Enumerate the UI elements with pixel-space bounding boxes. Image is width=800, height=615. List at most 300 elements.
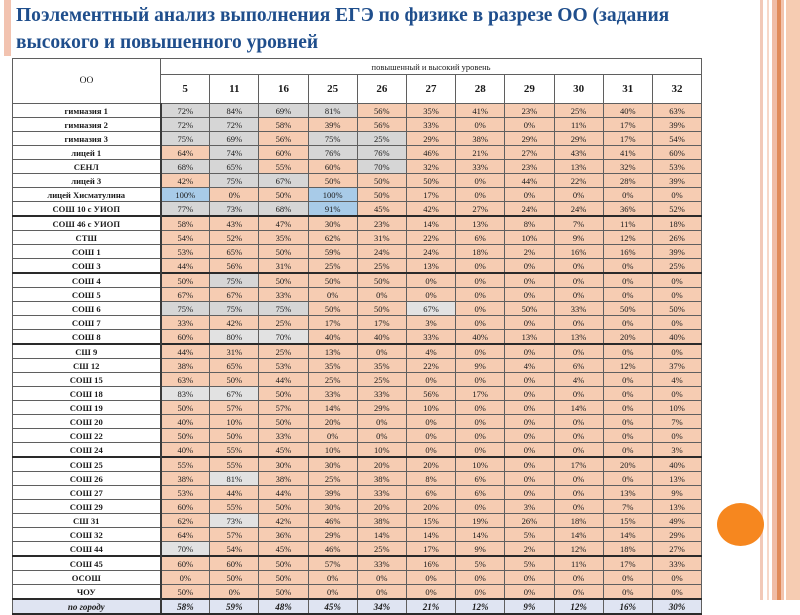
- cell-value: 0%: [554, 188, 603, 202]
- cell-value: 0%: [406, 571, 455, 585]
- cell-value: 0%: [603, 373, 652, 387]
- cell-value: 32%: [406, 160, 455, 174]
- cell-value: 0%: [652, 273, 701, 288]
- cell-value: 0%: [456, 174, 505, 188]
- cell-value: 3%: [505, 500, 554, 514]
- cell-value: 11%: [554, 556, 603, 571]
- cell-value: 4%: [652, 373, 701, 387]
- cell-value: 39%: [308, 486, 357, 500]
- cell-value: 60%: [210, 556, 259, 571]
- cell-value: 0%: [603, 344, 652, 359]
- cell-value: 30%: [308, 500, 357, 514]
- cell-value: 65%: [210, 160, 259, 174]
- cell-value: 16%: [603, 245, 652, 259]
- cell-value: 14%: [456, 528, 505, 542]
- cell-value: 6%: [554, 359, 603, 373]
- cell-value: 50%: [308, 302, 357, 316]
- table-row: [13, 373, 702, 387]
- cell-value: 20%: [357, 500, 406, 514]
- row-label-school: лицей 3: [13, 174, 161, 188]
- cell-value: 57%: [308, 556, 357, 571]
- cell-value: 13%: [406, 259, 455, 274]
- cell-value: 64%: [161, 528, 210, 542]
- cell-value: 27%: [505, 146, 554, 160]
- cell-value: 33%: [406, 330, 455, 345]
- cell-value: 10%: [652, 401, 701, 415]
- table-row: [13, 202, 702, 217]
- cell-value: 0%: [357, 429, 406, 443]
- cell-value: 9%: [456, 359, 505, 373]
- cell-value: 62%: [308, 231, 357, 245]
- cell-value: 9%: [652, 486, 701, 500]
- cell-value: 69%: [210, 132, 259, 146]
- cell-value: 33%: [357, 556, 406, 571]
- table-row: [13, 486, 702, 500]
- cell-value: 4%: [554, 373, 603, 387]
- table-row: [13, 273, 702, 288]
- cell-value: 0%: [308, 571, 357, 585]
- cell-value: 72%: [210, 118, 259, 132]
- cell-value: 25%: [259, 344, 308, 359]
- cell-value: 53%: [161, 245, 210, 259]
- cell-value: 42%: [406, 202, 455, 217]
- cell-value: 0%: [554, 387, 603, 401]
- cell-value: 13%: [554, 330, 603, 345]
- cell-value: 0%: [554, 273, 603, 288]
- cell-value: 42%: [259, 514, 308, 528]
- table-row: [13, 216, 702, 231]
- cell-value: 7%: [603, 500, 652, 514]
- row-label-school: СОШ 45: [13, 556, 161, 571]
- cell-value: 73%: [210, 202, 259, 217]
- cell-value: 0%: [456, 188, 505, 202]
- cell-value: 0%: [456, 571, 505, 585]
- cell-value: 33%: [161, 316, 210, 330]
- cell-value: 54%: [652, 132, 701, 146]
- cell-value: 50%: [652, 302, 701, 316]
- cell-value: 25%: [259, 316, 308, 330]
- cell-value: 19%: [456, 514, 505, 528]
- cell-value: 6%: [456, 231, 505, 245]
- cell-value: 10%: [406, 401, 455, 415]
- cell-value: 60%: [161, 556, 210, 571]
- cell-value: 58%: [161, 216, 210, 231]
- cell-value: 63%: [161, 373, 210, 387]
- cell-value: 14%: [406, 528, 455, 542]
- cell-value: 2%: [505, 245, 554, 259]
- cell-value: 35%: [406, 104, 455, 118]
- cell-value: 2%: [505, 542, 554, 557]
- cell-value: 68%: [161, 160, 210, 174]
- row-label-school: СОШ 4: [13, 273, 161, 288]
- cell-value: 50%: [308, 273, 357, 288]
- cell-value: 67%: [259, 174, 308, 188]
- table-row: [13, 146, 702, 160]
- column-header-task-26: 26: [357, 75, 406, 104]
- cell-value: 77%: [161, 202, 210, 217]
- row-label-school: лицей 1: [13, 146, 161, 160]
- cell-value: 0%: [456, 500, 505, 514]
- cell-value: 0%: [505, 457, 554, 472]
- cell-value: 60%: [161, 330, 210, 345]
- cell-value: 50%: [259, 273, 308, 288]
- cell-value: 31%: [210, 344, 259, 359]
- cell-value: 0%: [554, 344, 603, 359]
- page-title: Поэлементный анализ выполнения ЕГЭ по физике в разрезе ОО (задания высокого и повышенного уровней: [16, 5, 670, 53]
- cell-value: 54%: [210, 542, 259, 557]
- cell-value: 13%: [603, 486, 652, 500]
- table-row: [13, 160, 702, 174]
- cell-value: 0%: [505, 188, 554, 202]
- cell-value: 30%: [308, 457, 357, 472]
- cell-value: 12%: [603, 231, 652, 245]
- column-header-task-32: 32: [652, 75, 701, 104]
- cell-value: 42%: [161, 174, 210, 188]
- cell-value: 0%: [505, 316, 554, 330]
- cell-value: 22%: [406, 231, 455, 245]
- cell-value: 18%: [456, 245, 505, 259]
- cell-value: 50%: [357, 302, 406, 316]
- column-header-task-28: 28: [456, 75, 505, 104]
- cell-value: 0%: [554, 316, 603, 330]
- cell-value: 31%: [259, 259, 308, 274]
- decorative-right-stripe-band: [754, 0, 800, 600]
- row-label-school: гимназия 3: [13, 132, 161, 146]
- table-row: [13, 571, 702, 585]
- column-header-task-16: 16: [259, 75, 308, 104]
- cell-value: 0%: [406, 443, 455, 458]
- cell-value: 24%: [406, 245, 455, 259]
- table-row: [13, 585, 702, 600]
- row-label-school: СОШ 26: [13, 472, 161, 486]
- table-row: [13, 528, 702, 542]
- cell-value: 0%: [456, 585, 505, 600]
- cell-value: 42%: [210, 316, 259, 330]
- cell-value: 67%: [210, 387, 259, 401]
- cell-value: 68%: [259, 202, 308, 217]
- cell-value: 0%: [308, 429, 357, 443]
- cell-value: 14%: [554, 528, 603, 542]
- cell-value: 50%: [161, 429, 210, 443]
- column-header-task-5: 5: [161, 75, 210, 104]
- cell-value: 31%: [357, 231, 406, 245]
- cell-value: 6%: [456, 486, 505, 500]
- cell-value: 39%: [308, 118, 357, 132]
- cell-value: 35%: [259, 231, 308, 245]
- cell-value: 43%: [554, 146, 603, 160]
- row-label-school: СТШ: [13, 231, 161, 245]
- cell-value: 10%: [308, 443, 357, 458]
- cell-value: 18%: [603, 542, 652, 557]
- cell-value: 5%: [505, 528, 554, 542]
- cell-value: 50%: [603, 302, 652, 316]
- cell-value: 53%: [259, 359, 308, 373]
- total-cell-value: 21%: [406, 599, 455, 614]
- cell-value: 56%: [406, 387, 455, 401]
- cell-value: 7%: [554, 216, 603, 231]
- cell-value: 50%: [161, 401, 210, 415]
- row-label-school: ОСОШ: [13, 571, 161, 585]
- table-row: [13, 188, 702, 202]
- cell-value: 33%: [357, 486, 406, 500]
- cell-value: 67%: [406, 302, 455, 316]
- cell-value: 50%: [406, 174, 455, 188]
- cell-value: 0%: [210, 188, 259, 202]
- table-row: [13, 457, 702, 472]
- left-accent-bar: [4, 0, 11, 56]
- cell-value: 50%: [210, 373, 259, 387]
- cell-value: 56%: [357, 118, 406, 132]
- cell-value: 29%: [357, 401, 406, 415]
- cell-value: 0%: [505, 344, 554, 359]
- cell-value: 56%: [210, 259, 259, 274]
- cell-value: 0%: [505, 472, 554, 486]
- cell-value: 39%: [652, 174, 701, 188]
- cell-value: 20%: [357, 457, 406, 472]
- table-row: [13, 542, 702, 557]
- cell-value: 75%: [308, 132, 357, 146]
- cell-value: 0%: [308, 288, 357, 302]
- cell-value: 0%: [652, 585, 701, 600]
- cell-value: 15%: [603, 514, 652, 528]
- cell-value: 81%: [308, 104, 357, 118]
- cell-value: 8%: [505, 216, 554, 231]
- cell-value: 0%: [210, 585, 259, 600]
- cell-value: 12%: [603, 359, 652, 373]
- cell-value: 0%: [357, 571, 406, 585]
- cell-value: 0%: [505, 443, 554, 458]
- cell-value: 50%: [210, 429, 259, 443]
- cell-value: 22%: [554, 174, 603, 188]
- cell-value: 69%: [259, 104, 308, 118]
- cell-value: 55%: [210, 443, 259, 458]
- cell-value: 0%: [603, 401, 652, 415]
- row-label-school: СОШ 1: [13, 245, 161, 259]
- cell-value: 33%: [554, 302, 603, 316]
- cell-value: 0%: [505, 415, 554, 429]
- cell-value: 20%: [406, 500, 455, 514]
- cell-value: 40%: [456, 330, 505, 345]
- cell-value: 25%: [357, 132, 406, 146]
- table-row: [13, 387, 702, 401]
- table-body: [13, 104, 702, 615]
- cell-value: 50%: [505, 302, 554, 316]
- cell-value: 50%: [161, 273, 210, 288]
- cell-value: 6%: [406, 486, 455, 500]
- cell-value: 28%: [603, 174, 652, 188]
- cell-value: 0%: [456, 401, 505, 415]
- row-label-school: СОШ 32: [13, 528, 161, 542]
- column-header-oo: ОО: [13, 59, 161, 104]
- cell-value: 33%: [259, 429, 308, 443]
- row-label-school: СОШ 3: [13, 259, 161, 274]
- cell-value: 52%: [652, 202, 701, 217]
- column-header-task-25: 25: [308, 75, 357, 104]
- table-row: [13, 118, 702, 132]
- cell-value: 9%: [554, 231, 603, 245]
- cell-value: 25%: [308, 373, 357, 387]
- cell-value: 40%: [161, 415, 210, 429]
- cell-value: 0%: [505, 288, 554, 302]
- cell-value: 7%: [652, 415, 701, 429]
- cell-value: 50%: [259, 571, 308, 585]
- cell-value: 50%: [259, 585, 308, 600]
- cell-value: 100%: [308, 188, 357, 202]
- table-row: [13, 316, 702, 330]
- cell-value: 17%: [603, 118, 652, 132]
- cell-value: 60%: [259, 146, 308, 160]
- cell-value: 70%: [161, 542, 210, 557]
- cell-value: 17%: [308, 316, 357, 330]
- cell-value: 23%: [505, 104, 554, 118]
- cell-value: 27%: [652, 542, 701, 557]
- cell-value: 57%: [210, 528, 259, 542]
- cell-value: 13%: [505, 330, 554, 345]
- cell-value: 0%: [603, 472, 652, 486]
- cell-value: 0%: [406, 585, 455, 600]
- cell-value: 40%: [357, 330, 406, 345]
- row-label-school: СОШ 20: [13, 415, 161, 429]
- cell-value: 13%: [652, 472, 701, 486]
- cell-value: 11%: [603, 216, 652, 231]
- row-label-school: СОШ 18: [13, 387, 161, 401]
- cell-value: 0%: [603, 415, 652, 429]
- cell-value: 0%: [603, 585, 652, 600]
- row-label-school: СОШ 6: [13, 302, 161, 316]
- row-label-school: СОШ 22: [13, 429, 161, 443]
- cell-value: 44%: [161, 259, 210, 274]
- column-group-header: повышенный и высокий уровень: [161, 59, 702, 75]
- total-row-label: по городу: [13, 599, 161, 614]
- cell-value: 26%: [505, 514, 554, 528]
- cell-value: 38%: [161, 472, 210, 486]
- cell-value: 83%: [161, 387, 210, 401]
- cell-value: 0%: [554, 585, 603, 600]
- column-header-task-30: 30: [554, 75, 603, 104]
- total-cell-value: 16%: [603, 599, 652, 614]
- cell-value: 0%: [554, 415, 603, 429]
- row-label-school: СОШ 46 с УИОП: [13, 216, 161, 231]
- cell-value: 75%: [161, 132, 210, 146]
- row-label-school: СОШ 44: [13, 542, 161, 557]
- total-cell-value: 34%: [357, 599, 406, 614]
- table-row: [13, 359, 702, 373]
- cell-value: 0%: [652, 288, 701, 302]
- cell-value: 72%: [161, 104, 210, 118]
- cell-value: 5%: [456, 556, 505, 571]
- table-head: [13, 59, 702, 104]
- column-header-task-11: 11: [210, 75, 259, 104]
- table-row: [13, 104, 702, 118]
- cell-value: 35%: [357, 359, 406, 373]
- cell-value: 65%: [210, 359, 259, 373]
- cell-value: 13%: [652, 500, 701, 514]
- cell-value: 81%: [210, 472, 259, 486]
- cell-value: 0%: [603, 273, 652, 288]
- cell-value: 60%: [652, 146, 701, 160]
- cell-value: 50%: [259, 245, 308, 259]
- cell-value: 25%: [357, 373, 406, 387]
- cell-value: 60%: [308, 160, 357, 174]
- cell-value: 33%: [456, 160, 505, 174]
- cell-value: 21%: [456, 146, 505, 160]
- cell-value: 33%: [259, 288, 308, 302]
- cell-value: 75%: [210, 273, 259, 288]
- cell-value: 46%: [308, 514, 357, 528]
- cell-value: 76%: [308, 146, 357, 160]
- cell-value: 29%: [554, 132, 603, 146]
- cell-value: 44%: [210, 486, 259, 500]
- cell-value: 20%: [308, 415, 357, 429]
- cell-value: 25%: [308, 259, 357, 274]
- cell-value: 55%: [210, 500, 259, 514]
- cell-value: 10%: [456, 457, 505, 472]
- cell-value: 40%: [603, 104, 652, 118]
- cell-value: 25%: [357, 259, 406, 274]
- table-row: [13, 132, 702, 146]
- row-label-school: СОШ 15: [13, 373, 161, 387]
- cell-value: 4%: [505, 359, 554, 373]
- cell-value: 0%: [456, 259, 505, 274]
- cell-value: 0%: [603, 571, 652, 585]
- cell-value: 0%: [603, 259, 652, 274]
- cell-value: 72%: [161, 118, 210, 132]
- cell-value: 17%: [603, 556, 652, 571]
- analysis-table-container: [12, 58, 702, 615]
- row-label-school: гимназия 1: [13, 104, 161, 118]
- cell-value: 76%: [357, 146, 406, 160]
- table-row: [13, 443, 702, 458]
- cell-value: 4%: [406, 344, 455, 359]
- cell-value: 0%: [603, 387, 652, 401]
- row-label-school: СШ 12: [13, 359, 161, 373]
- cell-value: 55%: [210, 457, 259, 472]
- cell-value: 0%: [357, 415, 406, 429]
- cell-value: 52%: [210, 231, 259, 245]
- total-cell-value: 45%: [308, 599, 357, 614]
- table-row: [13, 344, 702, 359]
- cell-value: 50%: [259, 188, 308, 202]
- cell-value: 0%: [554, 288, 603, 302]
- table-row: [13, 302, 702, 316]
- row-label-school: СШ 31: [13, 514, 161, 528]
- cell-value: 33%: [308, 387, 357, 401]
- cell-value: 0%: [505, 401, 554, 415]
- cell-value: 0%: [456, 118, 505, 132]
- cell-value: 24%: [357, 245, 406, 259]
- cell-value: 39%: [652, 118, 701, 132]
- cell-value: 67%: [210, 288, 259, 302]
- table-row: [13, 330, 702, 345]
- cell-value: 11%: [554, 118, 603, 132]
- cell-value: 100%: [161, 188, 210, 202]
- cell-value: 10%: [357, 443, 406, 458]
- cell-value: 0%: [161, 571, 210, 585]
- cell-value: 0%: [554, 443, 603, 458]
- cell-value: 0%: [456, 344, 505, 359]
- cell-value: 18%: [652, 216, 701, 231]
- cell-value: 54%: [161, 231, 210, 245]
- cell-value: 35%: [308, 359, 357, 373]
- cell-value: 50%: [259, 415, 308, 429]
- cell-value: 0%: [357, 585, 406, 600]
- cell-value: 74%: [210, 146, 259, 160]
- cell-value: 47%: [259, 216, 308, 231]
- cell-value: 14%: [357, 528, 406, 542]
- cell-value: 0%: [456, 443, 505, 458]
- cell-value: 50%: [259, 556, 308, 571]
- row-label-school: СОШ 29: [13, 500, 161, 514]
